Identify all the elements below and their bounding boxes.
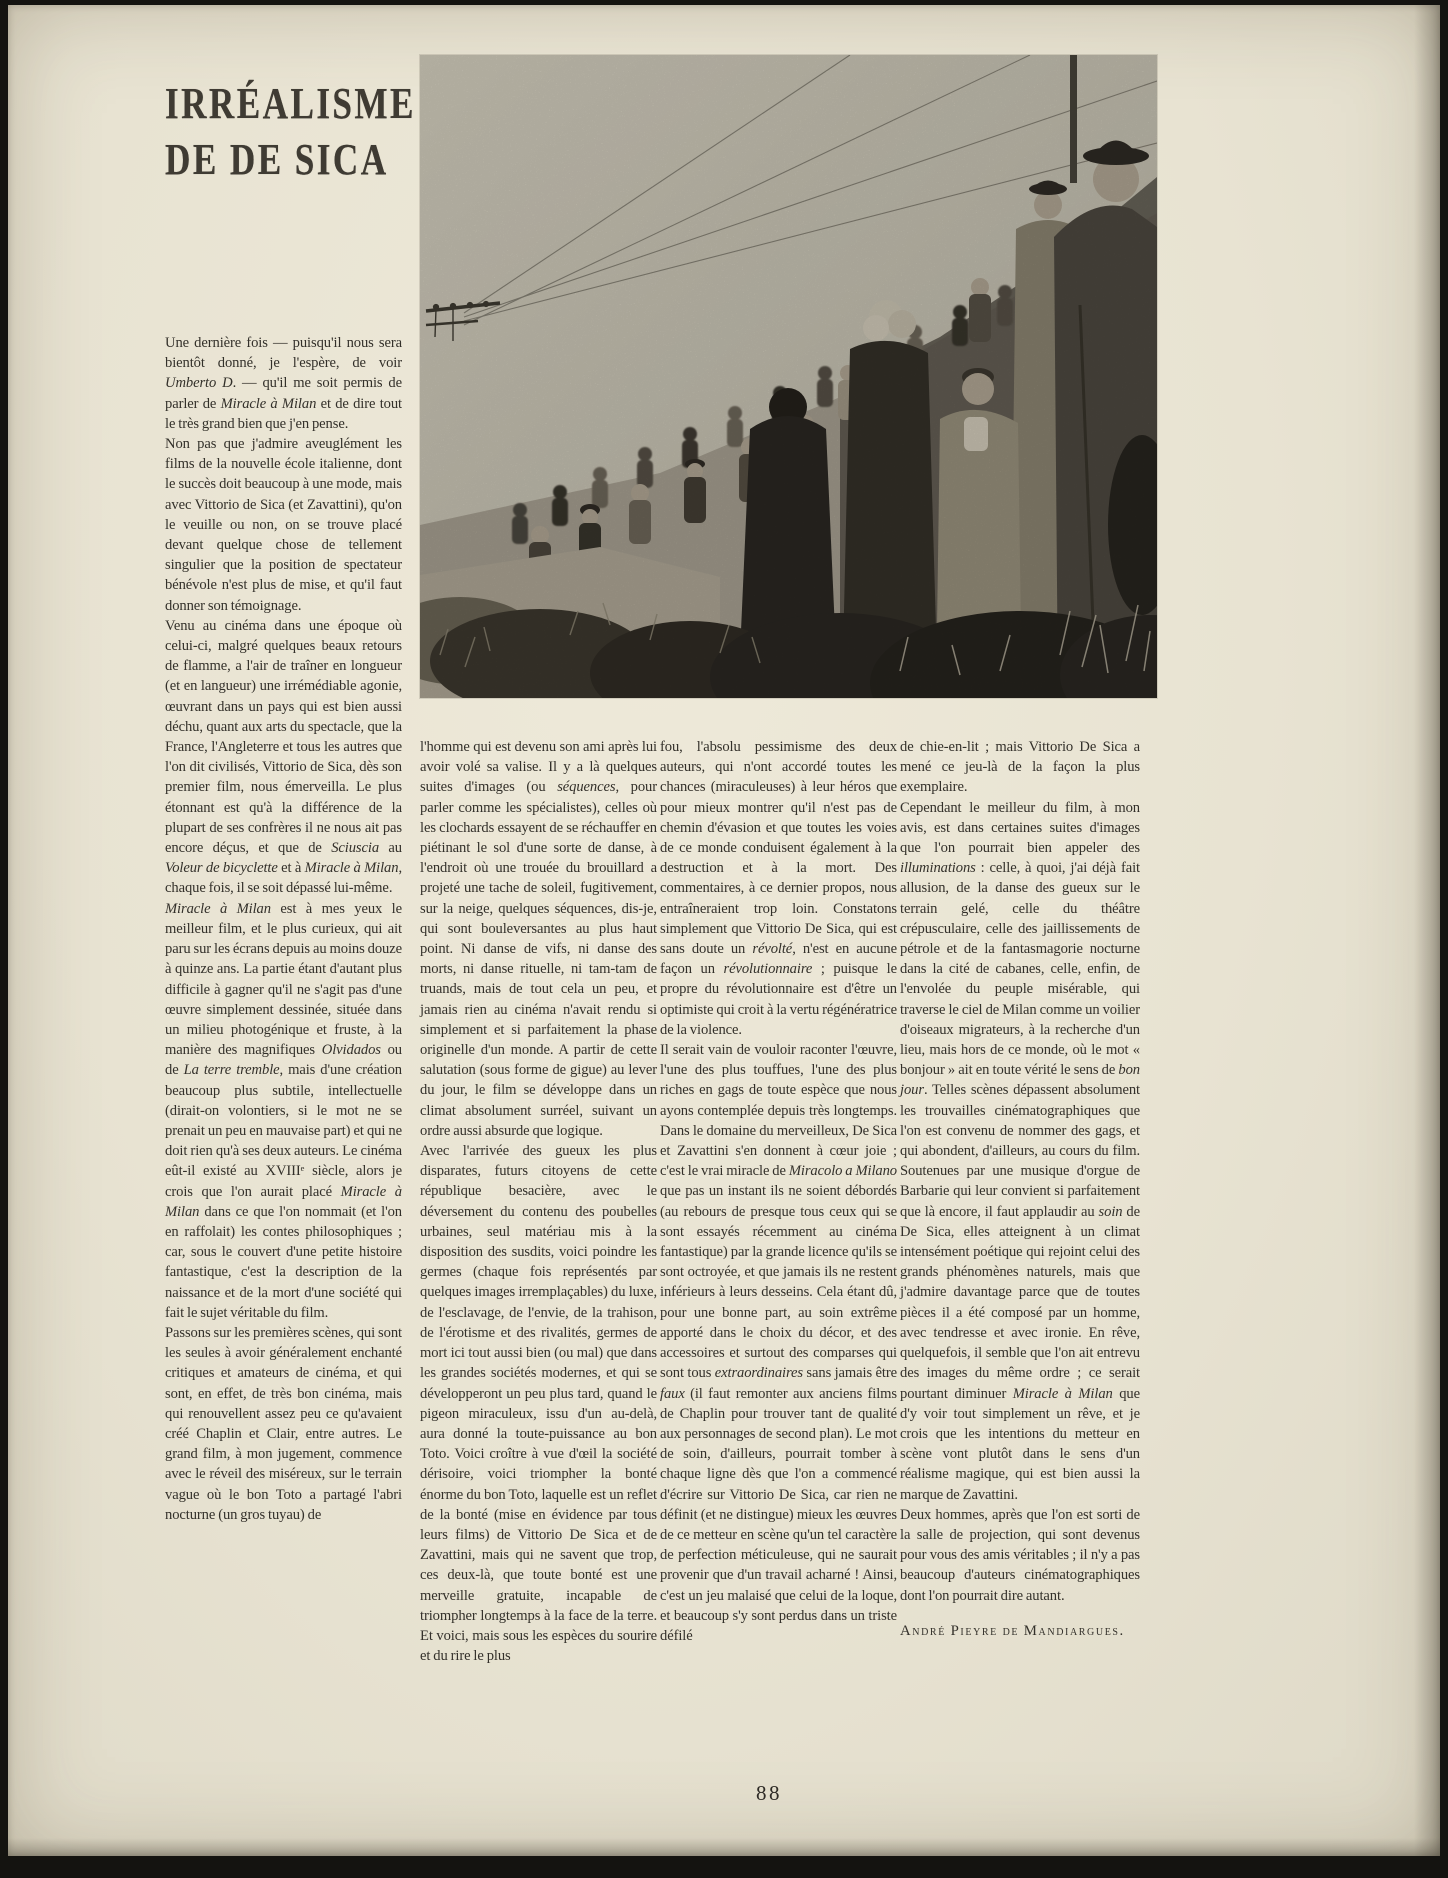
article-paragraph: l'homme qui est devenu son ami après lui avoir volé sa valise. Il y a là quelques suites d'images (ou séquences, pour parler comme les spécialistes), celles où les clochards essayent de se réchauffer en piétinant le sol d'une sorte de danse, à l'endroit où une trouée du brouillard a projeté une tache de soleil, fugitivement, sur la neige, quelques séquences, dis-je, qui sont bouleversantes au plus haut point. Ni danse de vifs, ni danse des morts, ni danse rituelle, ni tam-tam de truands, mais de tout cela un peu, et jamais rien au cinéma n'avait rendu si simplement et si parfaitement la phase originelle d'un monde. A partir de cette salutation (sous forme de gigue) au lever du jour, le film se développe dans un climat absolument surréel, suivant un ordre aussi absurde que logique. [420, 739, 657, 1139]
article-photo [420, 55, 1157, 698]
article-paragraph: de chie-en-lit ; mais Vittorio De Sica a mené ce jeu-là de la façon la plus exemplaire. [900, 739, 1140, 796]
article-paragraph: Une dernière fois — puisqu'il nous sera bientôt donné, je l'espère, de voir Umberto D. — qu'il me soit permis de parler de Miracle à Milan et de dire tout le très grand bien que j'en pense. [165, 335, 403, 432]
article-paragraph: Miracle à Milan est à mes yeux le meilleur film, et le plus curieux, qui ait paru sur les écrans depuis au moins douze à quinze ans. La partie étant d'autant plus difficile à gagner qu'il ne s'agit pas d'une œuvre simplement dessinée, située dans un milieu photogénique et fruste, à la manière des magnifiques Olvidados ou de La terre tremble, mais d'une création beaucoup plus subtile, intellectuelle (dirait-on volontiers, si le mot ne se prenait un peu en mauvaise part) et qui ne doit rien qu'à ses deux auteurs. Le cinéma eût-il existé au XVIIIᵉ siècle, alors je crois que l'on aurait placé Miracle à Milan dans ce que l'on nommait (et l'on en raffolait) les contes philosophiques ; car, sous le couvert d'une petite histoire fantastique, c'est la description de la naissance et de la mort d'une société qui fait le sujet véritable du film. [165, 900, 403, 1321]
article-title-line1: IRRÉALISME [165, 79, 416, 129]
author-signature: André Pieyre de Mandiargues. [900, 1622, 1125, 1639]
article-paragraph: Cependant le meilleur du film, à mon avis, est dans certaines suites d'images que l'on pourrait bien appeler des illuminations : celle, à quoi, j'ai déjà fait allusion, de la danse des gueux sur le terrain gelé, celle du théâtre crépusculaire, celle des jaillissements de pétrole et de la fantasmagorie nocturne dans la cité de cabanes, celle, enfin, de l'envolée du peuple misérable, qui traverse le ciel de Milan comme un voilier d'oiseaux migrateurs, à la recherche d'un lieu, mais hors de ce monde, où le mot « bonjour » ait en toute vérité le sens de bon jour. Telles scènes dépassent absolument les trouvailles cinématographiques que l'on est convenu de nommer des gags, et qui abondent, d'ailleurs, au cours du film. Soutenues par une musique d'orgue de Barbarie qui leur convient si parfaitement que là encore, il faut applaudir au soin de De Sica, elles atteignent à un climat intensément poétique qui rejoint celui des grands phénomènes naturels, mais que j'admire davantage parce que de toutes pièces il a été composé par un homme, avec tendresse et avec ironie. En rêve, quelquefois, il semble que l'on ait entrevu des images du même ordre ; ce serait pourtant diminuer Miracle à Milan que d'y voir tout simplement un rêve, et je crois que les intentions du metteur en scène vont plutôt dans le sens d'un réalisme magique, qui est bien aussi la marque de Zavattini. [900, 799, 1141, 1503]
article-paragraph: Passons sur les premières scènes, qui sont les seules à avoir généralement enchanté critiques et amateurs de cinéma, et qui sont, en effet, de très bon cinéma, mais qui renouvellent assez peu ce qu'avaient créé Chaplin et Clair, entre autres. Le grand film, à mon jugement, commence avec le réveil des miséreux, sur le terrain vague où le bon Toto a partagé l'abri nocturne (un gros tuyau) de [165, 1324, 402, 1523]
photo-grain [420, 55, 1157, 698]
article-paragraph: Venu au cinéma dans une époque où celui-ci, malgré quelques beaux retours de flamme, a l'air de traîner en longueur (et en langueur) une irrémédiable agonie, œuvrant dans un pays qui est bien aussi déchu, quant aux arts du spectacle, que la France, l'Angleterre et tous les autres que l'on dit civilisés, Vittorio de Sica, dès son premier film, nous émerveilla. Le plus étonnant est qu'à la différence de la plupart de ses confrères il ne nous ait pas encore déçus, et que de Sciuscia au Voleur de bicyclette et à Miracle à Milan, chaque fois, il se soit dépassé lui-même. [165, 617, 403, 897]
text-column-4 [900, 737, 1140, 1641]
article-paragraph: Non pas que j'admire aveuglément les films de la nouvelle école italienne, dont le succès doit beaucoup à une mode, mais avec Vittorio de Sica (et Zavattini), qu'on le veuille ou non, on se trouve placé devant quelque chose de tellement singulier que la position de spectateur bénévole n'est plus de mise, et qu'il faut donner son témoignage. [165, 436, 402, 614]
scanned-page [8, 5, 1440, 1856]
article-paragraph: Il serait vain de vouloir raconter l'œuvre, l'une des plus touffues, l'une des plus riches en gags de toute espèce que nous ayons contemplée depuis très longtemps. Dans le domaine du merveilleux, De Sica et Zavattini s'en donnent à cœur joie ; c'est le vrai miracle de Miracolo a Milano que pas un instant ils ne soient débordés (au rebours de presque tous ceux qui se sont essayés récemment au cinéma fantastique) par la grande licence qu'ils se sont octroyée, et que jamais ils ne restent inférieurs à leurs desseins. Cela étant dû, pour une bonne part, au soin extrême apporté dans le choix du décor, et des accessoires et surtout des comparses qui sont tous extraordinaires sans jamais être faux (il faut remonter aux anciens films de Chaplin pour trouver tant de qualité aux personnages de second plan). Le mot de soin, d'ailleurs, pourrait tomber à chaque ligne dès que l'on a commencé d'écrire sur Vittorio De Sica, car rien ne définit (et ne distingue) mieux les œuvres de ce metteur en scène qu'un tel caractère de perfection méticuleuse, qui ne saurait provenir que d'un travail acharné ! Ainsi, c'est un jeu malaisé que celui de la loque, et beaucoup s'y sont perdus dans un triste défilé [660, 1042, 897, 1644]
article-title-line2: DE DE SICA [165, 135, 389, 185]
text-column-2 [420, 737, 657, 1666]
article-paragraph: Deux hommes, après que l'on est sorti de la salle de projection, qui sont devenus pour vous des amis véritables ; il n'y a pas beaucoup d'auteurs cinématographiques dont l'on pourrait dire autant. [900, 1506, 1140, 1604]
text-column-4-paragraphs [900, 737, 1140, 1606]
article-paragraph: fou, l'absolu pessimisme des deux auteurs, qui n'ont accordé toutes les chances (miraculeuses) à leur héros que pour mieux montrer qu'il n'est pas de chemin d'évasion et que toutes les voies de ce monde conduisent également à la destruction et à la mort. Des commentaires, à ce dernier propos, nous entraîneraient trop loin. Constatons simplement que Vittorio De Sica, qui est sans doute un révolté, n'est en aucune façon un révolutionnaire ; puisque le propre du révolutionnaire est d'être un optimiste qui croit à la vertu régénératrice de la violence. [660, 739, 897, 1038]
article-paragraph: Avec l'arrivée des gueux les plus disparates, futurs citoyens de cette république besacière, avec le déversement du contenu des poubelles urbaines, seul matériau mis à la disposition des susdits, voici poindre les germes (chaque fois représentés par quelques images irremplaçables) du luxe, de l'esclavage, de l'envie, de la trahison, de l'érotisme et des rivalités, germes de mort ici tout aussi bien (ou mal) que dans les grandes sociétés modernes, et qui se développeront un peu plus tard, quand le pigeon miraculeux, issu d'un au-delà, aura donné la toute-puissance au bon Toto. Voici croître à vue d'œil la société dérisoire, voici triompher la bonté énorme du bon Toto, laquelle est un reflet de la bonté (mise en évidence par tous leurs films) de Vittorio De Sica et de Zavattini, mais qui ne savent que trop, ces deux-là, que toute bonté est une merveille gratuite, incapable de triompher longtemps à la face de la terre. Et voici, mais sous les espèces du sourire et du rire le plus [420, 1143, 657, 1665]
film-still-illustration [420, 55, 1157, 698]
text-column-3 [660, 737, 897, 1646]
page-number: 88 [756, 1781, 782, 1805]
text-column-1 [165, 333, 402, 1525]
